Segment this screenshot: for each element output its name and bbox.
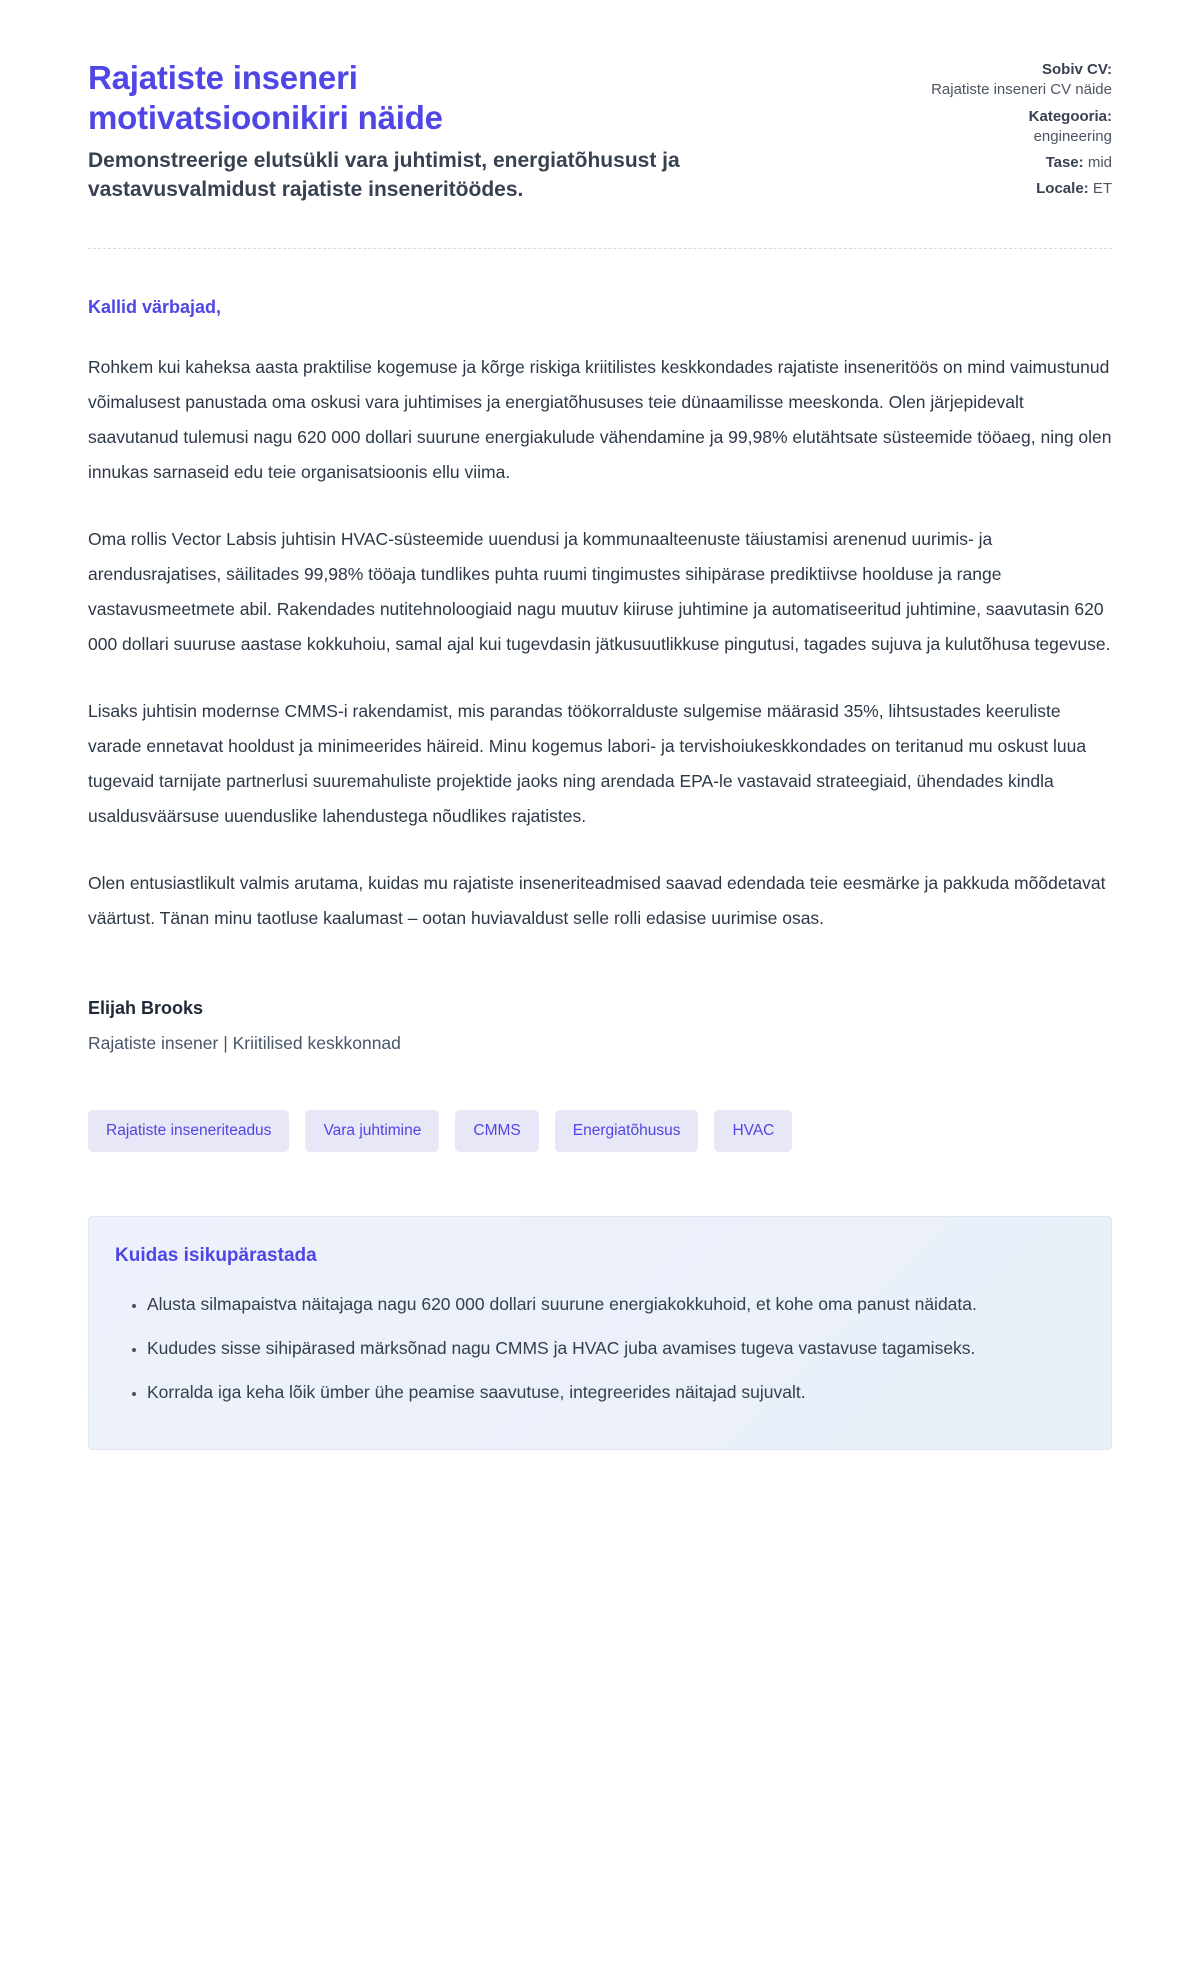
meta-level-label: Tase: <box>1045 154 1084 171</box>
tag-chip-facilities-engineering[interactable]: Rajatiste inseneriteadus <box>88 1110 289 1152</box>
meta-matching-cv-label: Sobiv CV: <box>1041 61 1112 78</box>
letter-paragraph-4: Olen entusiastlikult valmis arutama, kuidas mu rajatiste inseneriteadmised saavad edendada teie eesmärke ja pakkuda mõõdetavat väärtust. Tänan minu taotluse kaalumast – ootan huviavaldust selle rolli edasise uurimise osas. <box>88 872 1106 928</box>
tag-list <box>88 1110 1112 1152</box>
personalization-box <box>88 1216 1112 1450</box>
meta-category <box>927 107 1112 148</box>
meta-locale <box>927 179 1112 199</box>
personalization-tip-list <box>115 1287 1085 1409</box>
letter-greeting: Kallid värbajad, <box>88 296 222 317</box>
meta-level <box>927 153 1112 173</box>
header-divider <box>88 248 1112 249</box>
letter-paragraph-2: Oma rollis Vector Labsis juhtisin HVAC-süsteemide uuendusi ja kommunaalteenuste täiustamisi arenenud uurimis- ja arendusrajatises, säilitades 99,98% tööaja tundlikes puhta ruumi tingimustes sihipärase prediktiivse hoolduse ja range vastavusmeetmete abil. Rakendades nutitehnoloogiaid nagu muutuv kiiruse juhtimine ja automatiseeritud juhtimine, saavutasin 620 000 dollari suuruse aastase kokkuhoiu, samal ajal kui tugevdasin jätkusuutlikkuse pingutusi, tagades sujuva ja kulutõhusa tegevuse. <box>88 528 1111 654</box>
meta-locale-value: ET <box>1092 180 1112 198</box>
page-subtitle: Demonstreerige elutsükli vara juhtimist, energiatõhusust ja vastavusvalmidust rajatiste inseneritöödes. <box>88 149 680 202</box>
header <box>88 58 1112 206</box>
signature-name: Elijah Brooks <box>88 997 204 1018</box>
meta-matching-cv-value: Rajatiste inseneri CV näide <box>931 81 1112 99</box>
personalization-title: Kuidas isikupärastada <box>115 1244 317 1266</box>
letter-body <box>88 297 1112 1054</box>
meta-category-value: engineering <box>1033 127 1112 145</box>
signature-role: Rajatiste insener | Kriitilised keskkonnad <box>88 1032 401 1053</box>
meta-level-value: mid <box>1087 154 1112 171</box>
tag-chip-hvac[interactable]: HVAC <box>714 1110 792 1152</box>
personalization-tip-2: • Kududes sisse sihipärased märksõnad nagu CMMS ja HVAC juba avamises tugeva vastavuse tagamiseks. <box>147 1331 1047 1365</box>
personalization-tip-3: • Korralda iga keha lõik ümber ühe peamise saavutuse, integreerides näitajad sujuvalt. <box>147 1375 1047 1409</box>
meta-panel <box>927 58 1112 206</box>
tag-chip-asset-management[interactable]: Vara juhtimine <box>305 1110 439 1152</box>
personalization-tip-1: • Alusta silmapaistva näitajaga nagu 620 000 dollari suurune energiakokkuhoid, et kohe oma panust näidata. <box>147 1287 1047 1321</box>
header-text-block <box>88 58 688 205</box>
meta-category-label: Kategooria: <box>1028 107 1112 125</box>
tag-chip-energy-efficiency[interactable]: Energiatõhusus <box>555 1110 699 1152</box>
page-title: Rajatiste inseneri motivatsioonikiri näide <box>88 59 443 136</box>
letter-paragraph-3: Lisaks juhtisin modernse CMMS-i rakendamist, mis parandas töökorralduste sulgemise määrasid 35%, lihtsustades keeruliste varade ennetavat hooldust ja minimeerides häireid. Minu kogemus labori- ja tervishoiukeskkondades on teritanud mu oskust luua tugevaid tarnijate partnerlusi suuremahuliste projektide jaoks ning arendada EPA-le vastavaid strateegiaid, ühendades kindla usaldusväärsuse uuenduslike lahendustega nõudlikes rajatistes. <box>88 700 1087 826</box>
meta-matching-cv <box>927 60 1112 101</box>
letter-paragraph-1: Rohkem kui kaheksa aasta praktilise kogemuse ja kõrge riskiga kriitilistes keskkondades rajatiste inseneritöös on mind vaimustunud võimalusest panustada oma oskusi vara juhtimises ja energiatõhususes teie dünaamilisse meeskonda. Olen järjepidevalt saavutanud tulemusi nagu 620 000 dollari suurune energiakulude vähendamine ja 99,98% elutähtsate süsteemide tööaeg, ning olen innukas sarnaseid edu teie organisatsioonis ellu viima. <box>88 356 1112 482</box>
meta-locale-label: Locale: <box>1036 180 1089 198</box>
tag-chip-cmms[interactable]: CMMS <box>455 1110 538 1152</box>
